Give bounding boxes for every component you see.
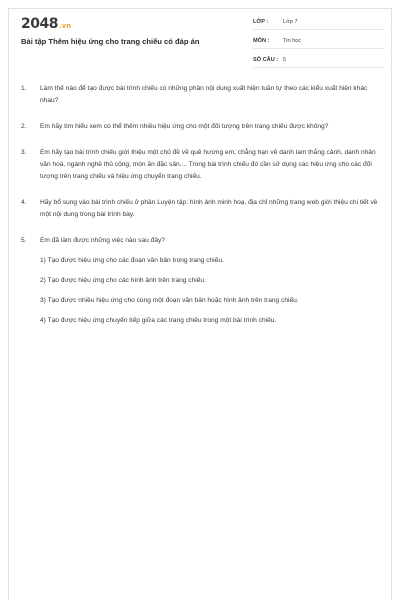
question-item <box>21 235 381 335</box>
worksheet-title: Bài tập Thêm hiệu ứng cho trang chiếu có đáp án <box>21 37 200 46</box>
meta-value: 5 <box>283 57 287 63</box>
option-item: 2) Tạo được hiệu ứng cho các hình ảnh trên trang chiếu. <box>40 277 206 284</box>
option-item: 3) Tạo được nhiều hiệu ứng cho cùng một đoạn văn bản hoặc hình ảnh trên trang chiếu. <box>40 297 299 304</box>
meta-key: SỐ CÂU : <box>253 57 279 63</box>
question-text: Em hãy tạo bài trình chiếu giới thiệu một chủ đề về quê hương em, chẳng hạn về danh lam thắng cảnh, danh nhân văn hoá, ngành nghề thủ công, món ăn đặc sản.... Trong bài trình chiếu đó cần sử dụng các hiệu ứng cho các đối tượng trên trang chiếu và hiệu ứng chuyển trang chiếu. <box>40 149 376 180</box>
question-text: Hãy bổ sung vào bài trình chiếu ở phần Luyện tập: hình ảnh minh hoạ, địa chỉ những trang web giới thiệu chi tiết về một nội dung trong bài trình bày. <box>40 199 378 218</box>
question-text: Em hãy tìm hiểu xem có thể thêm nhiều hiệu ứng cho một đối tượng trên trang chiếu được không? <box>40 123 329 130</box>
question-number: 5. <box>21 237 27 244</box>
logo-text: 2048 <box>21 16 58 32</box>
question-number: 2. <box>21 123 27 130</box>
question-number: 1. <box>21 85 27 92</box>
worksheet-header <box>9 9 391 73</box>
question-number: 4. <box>21 199 27 206</box>
question-item <box>21 121 381 133</box>
question-text: Làm thế nào để tạo được bài trình chiếu có những phần nội dung xuất hiện tuần tự theo các kiểu xuất hiện khác nhau? <box>40 85 368 104</box>
option-item: 1) Tạo được hiệu ứng cho các đoạn văn bản trong trang chiếu. <box>40 257 224 264</box>
question-number: 3. <box>21 149 27 156</box>
meta-row-class <box>253 15 385 30</box>
worksheet-page <box>8 8 392 600</box>
meta-value: Tin học <box>283 38 302 44</box>
meta-value: Lớp 7 <box>283 19 298 25</box>
option-list <box>40 255 381 327</box>
meta-row-subject <box>253 34 385 49</box>
meta-key: MÔN : <box>253 38 270 44</box>
site-logo[interactable] <box>21 16 71 32</box>
question-item <box>21 147 381 183</box>
question-text: Em đã làm được những việc nào sau đây? <box>40 237 165 244</box>
meta-row-question-count <box>253 53 385 68</box>
option-item: 4) Tạo được hiệu ứng chuyển tiếp giữa các trang chiếu trong một bài trình chiếu. <box>40 317 277 324</box>
meta-key: LỚP : <box>253 19 269 25</box>
meta-info <box>253 15 385 72</box>
question-item <box>21 197 381 221</box>
logo-suffix: .vn <box>58 22 72 30</box>
question-list <box>21 83 381 349</box>
question-item <box>21 83 381 107</box>
question-body <box>40 235 381 335</box>
